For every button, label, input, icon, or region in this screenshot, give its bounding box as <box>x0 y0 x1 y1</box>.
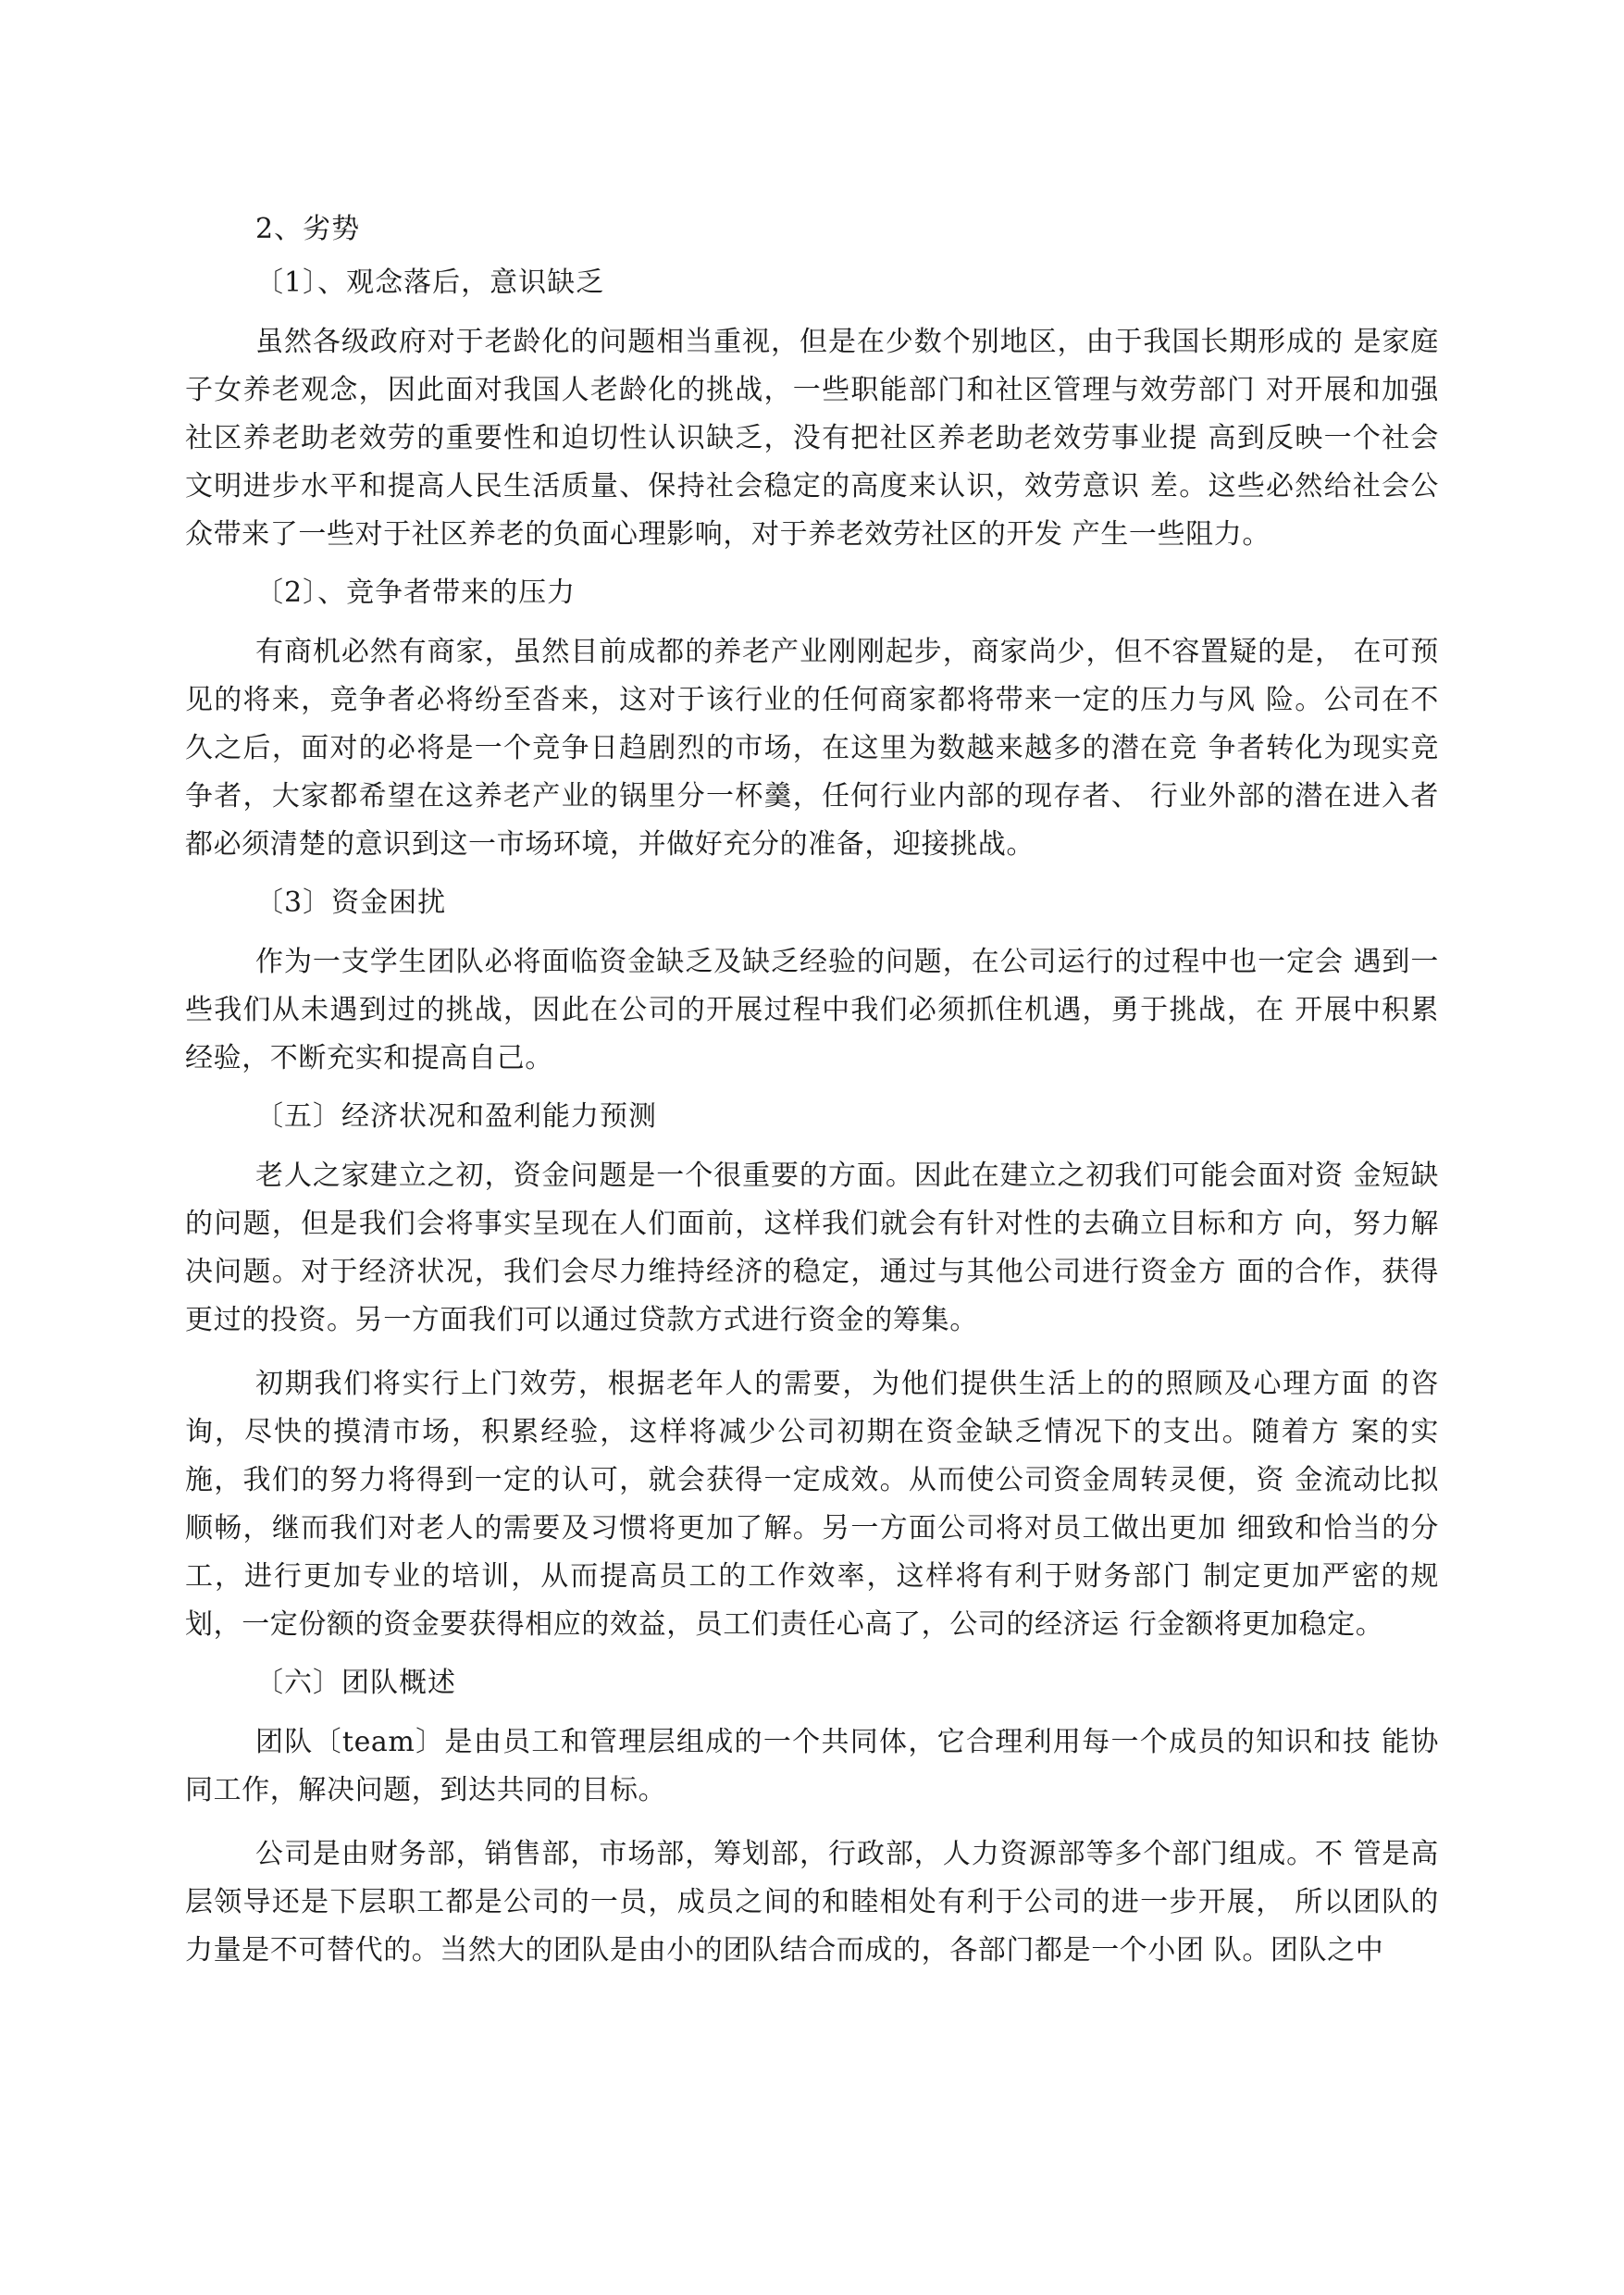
paragraph-team-structure: 公司是由财务部，销售部，市场部，筹划部，行政部，人力资源部等多个部门组成。不 管是高层领导还是下层职工都是公司的一员，成员之间的和睦相处有利于公司的进一步开展， 所以团队的力量是不可替代的。当然大的团队是由小的团队结合而成的，各部门都是一个小团 队。团队之中 <box>185 1838 1439 1966</box>
paragraph-economic-forecast-1: 老人之家建立之初，资金问题是一个很重要的方面。因此在建立之初我们可能会面对资 金短缺的问题，但是我们会将事实呈现在人们面前，这样我们就会有针对性的去确立目标和方 向，努力解决问题。对于经济状况，我们会尽力维持经济的稳定，通过与其他公司进行资金方 面的合作，获得更过的投资。另一方面我们可以通过贷款方式进行资金的筹集。 <box>185 1160 1439 1336</box>
section-heading-economic-forecast: 〔五〕经济状况和盈利能力预测 <box>255 1100 657 1133</box>
section-heading-team-overview: 〔六〕团队概述 <box>255 1667 456 1699</box>
paragraph-team-definition: 团队〔team〕是由员工和管理层组成的一个共同体，它合理利用每一个成员的知识和技 能协同工作，解决问题，到达共同的目标。 <box>185 1726 1439 1806</box>
subsection-heading-funding-trouble: 〔3〕资金困扰 <box>255 887 447 919</box>
paragraph-funding-trouble: 作为一支学生团队必将面临资金缺乏及缺乏经验的问题，在公司运行的过程中也一定会 遇到一些我们从未遇到过的挑战，因此在公司的开展过程中我们必须抓住机遇，勇于挑战，在 开展中积累经验，不断充实和提高自己。 <box>185 946 1439 1074</box>
subsection-heading-competitor-pressure: 〔2〕、竞争者带来的压力 <box>255 577 576 609</box>
document-body <box>185 211 1439 1991</box>
paragraph-economic-forecast-2: 初期我们将实行上门效劳，根据老年人的需要，为他们提供生活上的的照顾及心理方面 的咨询，尽快的摸清市场，积累经验，这样将减少公司初期在资金缺乏情况下的支出。随着方 案的实施，我们的努力将得到一定的认可，就会获得一定成效。从而使公司资金周转灵便，资 金流动比拟顺畅，继而我们对老人的需要及习惯将更加了解。另一方面公司将对员工做出更加 细致和恰当的分工，进行更加专业的培训，从而提高员工的工作效率，这样将有利于财务部门 制定更加严密的规划，一定份额的资金要获得相应的效益，员工们责任心高了，公司的经济运 行金额将更加稳定。 <box>185 1368 1439 1641</box>
paragraph-outdated-concepts: 虽然各级政府对于老龄化的问题相当重视，但是在少数个别地区，由于我国长期形成的 是家庭子女养老观念，因此面对我国人老龄化的挑战，一些职能部门和社区管理与效劳部门 对开展和加强社区养老助老效劳的重要性和迫切性认识缺乏，没有把社区养老助老效劳事业提 高到反映一个社会文明进步水平和提高人民生活质量、保持社会稳定的高度来认识，效劳意识 差。这些必然给社会公众带来了一些对于社区养老的负面心理影响，对于养老效劳社区的开发 产生一些阻力。 <box>185 326 1439 551</box>
subsection-heading-outdated-concepts: 〔1〕、观念落后，意识缺乏 <box>255 267 605 299</box>
paragraph-competitor-pressure: 有商机必然有商家，虽然目前成都的养老产业刚刚起步，商家尚少，但不容置疑的是， 在可预见的将来，竞争者必将纷至沓来，这对于该行业的任何商家都将带来一定的压力与风 险。公司在不久之后，面对的必将是一个竞争日趋剧烈的市场，在这里为数越来越多的潜在竞 争者转化为现实竞争者，大家都希望在这养老产业的锅里分一杯羹，任何行业内部的现存者、 行业外部的潜在进入者都必须清楚的意识到这一市场环境，并做好充分的准备，迎接挑战。 <box>185 636 1439 861</box>
section-heading-weaknesses: 2、劣势 <box>255 213 361 245</box>
